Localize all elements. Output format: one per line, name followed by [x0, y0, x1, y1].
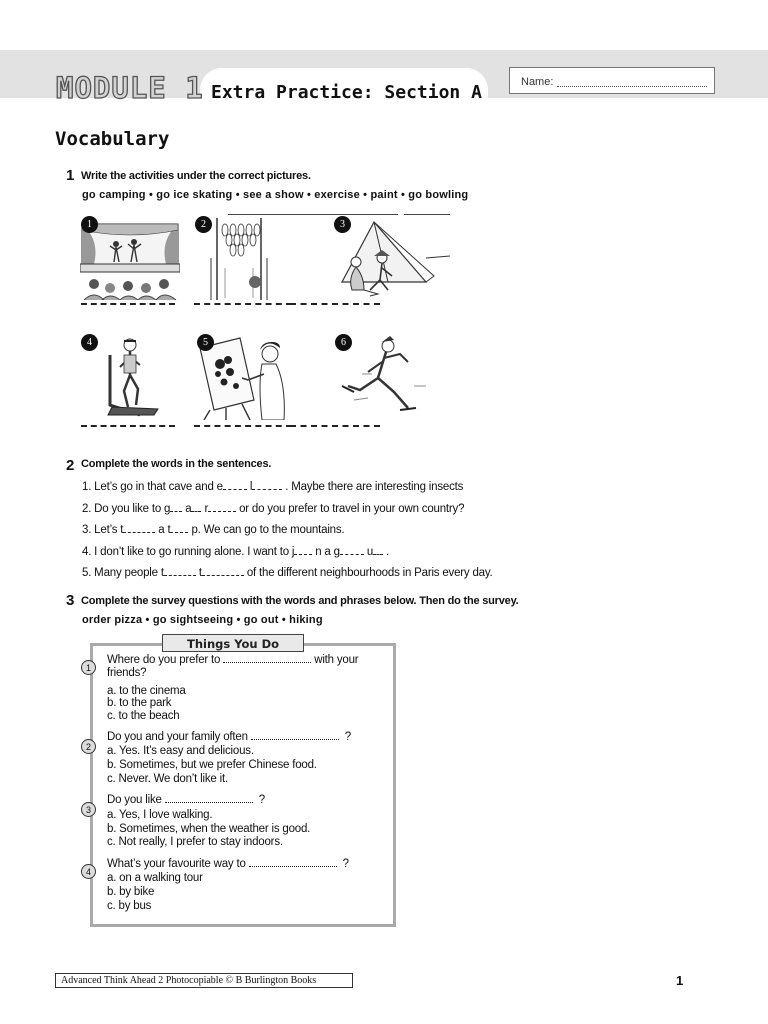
section-title: Vocabulary	[55, 128, 170, 150]
module-title: MODULE 1	[56, 71, 204, 105]
sentence-5-part: of the different neighbourhoods in Paris every day.	[243, 567, 493, 579]
sentence-5-part: 5. Many people t	[82, 567, 164, 579]
answer-line[interactable]	[165, 794, 253, 803]
survey-option[interactable]: c. Not really, I prefer to stay indoors.	[107, 836, 283, 848]
picture-number-badge: 6	[335, 334, 352, 351]
picture-number-badge: 3	[334, 216, 351, 233]
name-field[interactable]	[509, 67, 715, 94]
question-text: friends?	[107, 667, 147, 679]
survey-option[interactable]: b. by bike	[107, 886, 155, 898]
question-text: ?	[344, 731, 351, 743]
sentence-3	[82, 523, 344, 537]
footer-credit: Advanced Think Ahead 2 Photocopiable © B Burlington Books	[55, 973, 353, 988]
name-line	[557, 86, 707, 87]
exercise-1-instruction: Write the activities under the correct pictures.	[81, 170, 311, 182]
exercise-1-number: 1	[66, 167, 75, 184]
sentence-3-part: a t	[155, 524, 171, 536]
picture-number-badge: 2	[195, 216, 212, 233]
sentence-4-part: u	[363, 546, 374, 558]
survey-option[interactable]: b. Sometimes, when the weather is good.	[107, 823, 311, 835]
sentence-1-part: 1. Let’s go in that cave and e	[82, 481, 223, 493]
picture-exercise	[84, 335, 174, 419]
exercise-2-instruction: Complete the words in the sentences.	[81, 458, 272, 470]
letter-blank[interactable]	[191, 502, 201, 512]
exercise-3-instruction: Complete the survey questions with the words and phrases below. Then do the survey.	[81, 595, 519, 607]
picture-go-camping	[334, 218, 452, 300]
sentence-1-part: l	[246, 481, 253, 493]
survey-option[interactable]: c. by bus	[107, 900, 152, 912]
survey-option[interactable]: c. Never. We don’t like it.	[107, 773, 228, 785]
letter-blank[interactable]	[170, 502, 182, 512]
answer-blank-5[interactable]	[194, 425, 292, 427]
picture-number-badge: 5	[197, 334, 214, 351]
letter-blank[interactable]	[294, 545, 312, 555]
picture-number-badge: 1	[81, 216, 98, 233]
survey-question-2	[107, 731, 351, 744]
exercise-2-number: 2	[66, 457, 75, 474]
answer-blank-2[interactable]	[194, 303, 292, 305]
survey-question-4	[107, 858, 349, 871]
answer-blank-4[interactable]	[81, 425, 175, 427]
exercise-3-number: 3	[66, 592, 75, 609]
survey-question-1	[107, 654, 358, 667]
survey-option[interactable]: b. to the park	[107, 697, 172, 709]
question-text: with your	[314, 654, 359, 666]
question-text: ?	[342, 858, 349, 870]
sentence-4	[82, 545, 389, 559]
answer-line[interactable]	[251, 731, 339, 740]
page-number: 1	[676, 973, 684, 988]
sentence-5-part: t	[195, 567, 202, 579]
letter-blank[interactable]	[208, 502, 236, 512]
sentence-2	[82, 502, 464, 516]
page-title: Extra Practice: Section A	[211, 82, 482, 103]
sentence-2-part: 2. Do you like to g	[82, 503, 171, 515]
sentence-4-part: n a g	[312, 546, 340, 558]
answer-blank-3[interactable]	[290, 303, 380, 305]
sentence-2-part: a	[182, 503, 192, 515]
picture-number-badge: 4	[81, 334, 98, 351]
sentence-2-part: or do you prefer to travel in your own country?	[236, 503, 465, 515]
sentence-2-part: r	[201, 503, 209, 515]
sentence-3-part: p. We can go to the mountains.	[188, 524, 345, 536]
letter-blank[interactable]	[202, 566, 244, 576]
sentence-1	[82, 480, 463, 494]
survey-title: Things You Do	[162, 634, 304, 652]
underline-decor	[228, 214, 398, 215]
survey-option[interactable]: a. to the cinema	[107, 685, 186, 697]
question-text: What’s your favourite way to	[107, 858, 246, 870]
underline-decor	[404, 214, 450, 215]
question-number-badge: 2	[81, 739, 96, 754]
question-text: Do you like	[107, 794, 162, 806]
survey-option[interactable]: a. Yes. It’s easy and delicious.	[107, 745, 254, 757]
sentence-1-part: . Maybe there are interesting insects	[282, 481, 464, 493]
answer-blank-1[interactable]	[81, 303, 175, 305]
answer-line[interactable]	[223, 654, 311, 663]
survey-option[interactable]: b. Sometimes, but we prefer Chinese food.	[107, 759, 317, 771]
question-text: ?	[258, 794, 265, 806]
exercise-1-word-bank: go camping • go ice skating • see a show • exercise • paint • go bowling	[82, 189, 469, 201]
sentence-4-part: 4. I don’t like to go running alone. I want to j	[82, 546, 295, 558]
question-number-badge: 1	[81, 660, 96, 675]
question-text: Where do you prefer to	[107, 654, 221, 666]
letter-blank[interactable]	[164, 566, 196, 576]
sentence-5	[82, 566, 493, 580]
question-text: Do you and your family often	[107, 731, 248, 743]
letter-blank[interactable]	[373, 545, 383, 555]
survey-option[interactable]: a. Yes, I love walking.	[107, 809, 213, 821]
sentence-4-part: .	[383, 546, 390, 558]
letter-blank[interactable]	[340, 545, 364, 555]
survey-option[interactable]: a. on a walking tour	[107, 872, 203, 884]
question-number-badge: 4	[81, 864, 96, 879]
question-number-badge: 3	[81, 802, 96, 817]
survey-question-3	[107, 794, 265, 807]
name-label: Name:	[521, 76, 554, 88]
letter-blank[interactable]	[123, 523, 155, 533]
letter-blank[interactable]	[170, 523, 188, 533]
answer-line[interactable]	[249, 858, 337, 867]
sentence-3-part: 3. Let’s t	[82, 524, 124, 536]
exercise-3-word-bank: order pizza • go sightseeing • go out • hiking	[82, 614, 323, 626]
survey-option[interactable]: c. to the beach	[107, 710, 180, 722]
letter-blank[interactable]	[252, 480, 282, 490]
answer-blank-6[interactable]	[290, 425, 380, 427]
letter-blank[interactable]	[223, 480, 247, 490]
